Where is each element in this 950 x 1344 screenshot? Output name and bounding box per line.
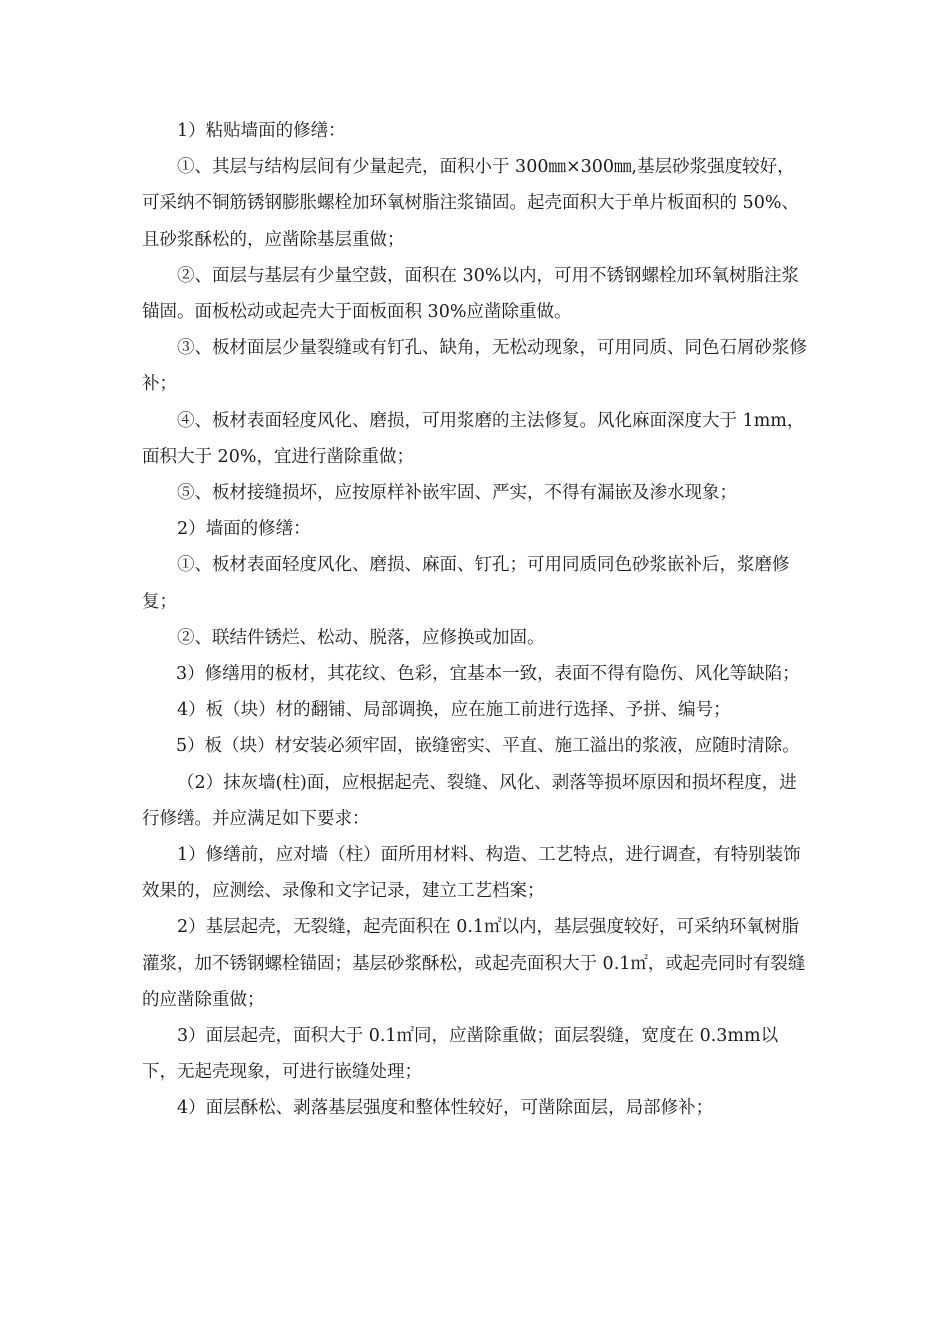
paragraph-9: ②、联结件锈烂、松动、脱落，应修换或加固。 [177, 627, 545, 648]
paragraph-13: （2）抹灰墙(柱)面，应根据起壳、裂缝、风化、剥落等损坏原因和损坏程度，进行修缮。并应满足如下要求： [142, 772, 797, 829]
paragraph-5: ④、板材表面轻度风化、磨损，可用浆磨的主法修复。风化麻面深度大于 1mm，面积大于 20%，宜进行凿除重做； [142, 410, 805, 467]
paragraph-14: 1）修缮前，应对墙（柱）面所用材料、构造、工艺特点，进行调查，有特别装饰效果的，应测绘、录像和文字记录，建立工艺档案； [142, 845, 801, 902]
document-body [142, 113, 812, 1127]
paragraph-17: 4）面层酥松、剥落基层强度和整体性较好，可凿除面层，局部修补； [177, 1098, 714, 1119]
paragraph-4: ③、板材面层少量裂缝或有钉孔、缺角，无松动现象，可用同质、同色石屑砂浆修补； [142, 338, 807, 395]
paragraph-12: 5）板（块）材安装必须牢固，嵌缝密实、平直、施工溢出的浆液，应随时清除。 [176, 736, 800, 757]
paragraph-16: 3）面层起壳，面积大于 0.1㎡同，应凿除重做；面层裂缝，宽度在 0.3mm以下，无起壳现象，可进行嵌缝处理； [142, 1026, 779, 1083]
paragraph-2: ①、其层与结构层间有少量起壳，面积小于 300㎜×300㎜,基层砂浆强度较好，可采纳不铜筋锈钢膨胀螺栓加环氧树脂注浆锚固。起壳面积大于单片板面积的 50%、且砂浆酥松的，应凿除基层重做； [142, 157, 799, 250]
paragraph-11: 4）板（块）材的翻铺、局部调换，应在施工前进行选择、予拼、编号； [177, 700, 731, 721]
paragraph-15: 2）基层起壳，无裂缝，起壳面积在 0.1㎡以内，基层强度较好，可采纳环氧树脂灌浆，加不锈钢螺栓锚固；基层砂浆酥松，或起壳面积大于 0.1㎡，或起壳同时有裂缝的应凿除重做； [142, 917, 806, 1010]
paragraph-10: 3）修缮用的板材，其花纹、色彩，宜基本一致，表面不得有隐伤、风化等缺陷； [176, 664, 800, 685]
paragraph-6: ⑤、板材接缝损坏，应按原样补嵌牢固、严实，不得有漏嵌及渗水现象； [177, 483, 737, 504]
paragraph-3: ②、面层与基层有少量空鼓，面积在 30%以内，可用不锈钢螺栓加环氧树脂注浆锚固。面板松动或起壳大于面板面积 30%应凿除重做。 [142, 265, 799, 323]
paragraph-1: 1）粘贴墙面的修缮： [177, 121, 346, 141]
paragraph-7: 2）墙面的修缮： [177, 519, 311, 540]
paragraph-8: ①、板材表面轻度风化、磨损、麻面、钉孔；可用同质同色砂浆嵌补后，浆磨修复； [142, 555, 790, 612]
